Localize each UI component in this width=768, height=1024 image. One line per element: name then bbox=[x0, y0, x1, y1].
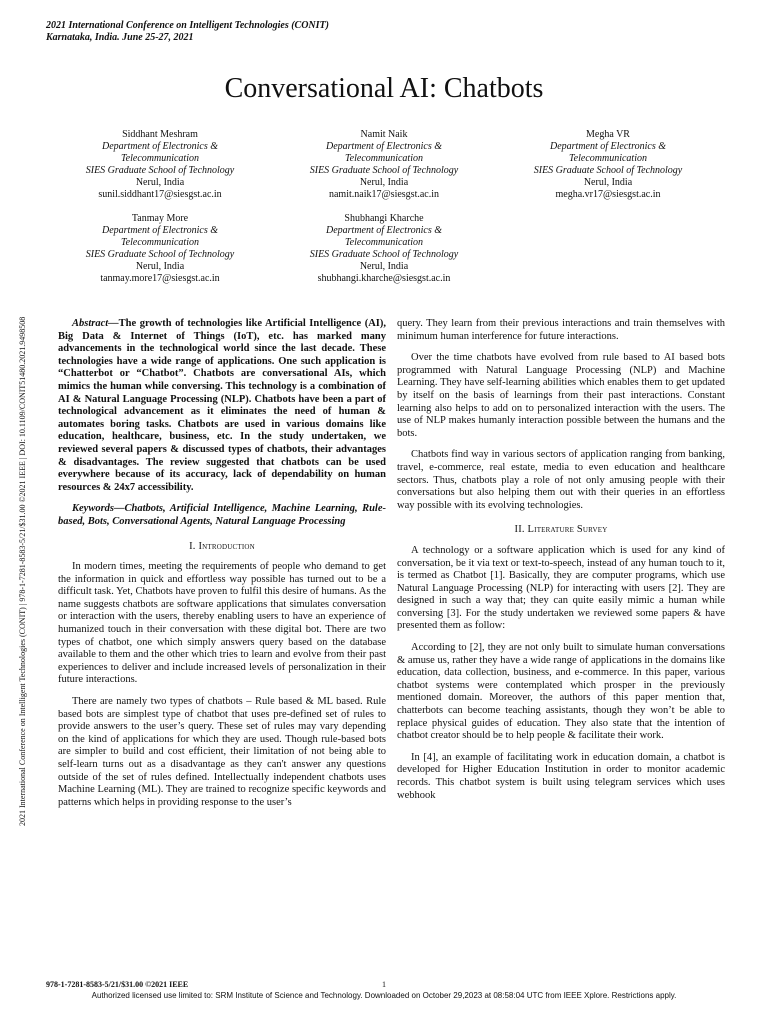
author-dept: Department of Electronics & bbox=[102, 225, 218, 236]
conference-name: 2021 International Conference on Intelligent Technologies (CONIT) bbox=[46, 20, 329, 31]
paragraph: Over the time chatbots have evolved from rule based to AI based bots programmed with Natural Language Processing (NLP) and Machine Learning. They have self-learning abilities which enables them to get updated by itself on the basis of learnings from their past interactions. Constant learning also helps to add on to personalized interaction with the users. The use of NLP makes humanly interaction possible between the humans and the bots. bbox=[397, 352, 725, 439]
paragraph: In modern times, meeting the requirements of people who demand to get the information in quick and effortless way possible has turned out to be a difficult task. Yet, Chatbots have proven to fulfil this desire of humans. As the name suggests chatbots are software applications that simulates conversation or interaction with the users, thereby enabling users to have an experience of humanized touch in their conversation with these digital bot. There are two types of chatbot, one which simply answers query based on the database available to them and the other which tries to learn and evolve from their past experiences to deliver and include increased levels of personalization in their future interactions. bbox=[58, 561, 386, 686]
paragraph: Chatbots find way in various sectors of application ranging from banking, travel, e-commerce, real estate, media to even education and healthcare sectors. Thus, chatbots play a role of not only amusing people with their conversations but also helping them out with their queries in an effortless way possible with its evolving technologies. bbox=[397, 449, 725, 511]
author-block bbox=[274, 213, 494, 285]
keywords bbox=[58, 503, 386, 528]
author-email: namit.naik17@siesgst.ac.in bbox=[328, 189, 440, 200]
section-heading: I. Introduction bbox=[189, 540, 255, 552]
abstract-label: Abstract— bbox=[72, 318, 119, 329]
author-city: Nerul, India bbox=[583, 177, 633, 188]
page-number: 1 bbox=[382, 980, 386, 989]
author-dept: Department of Electronics & bbox=[550, 141, 666, 152]
author-block bbox=[274, 129, 494, 201]
author-email: megha.vr17@siesgst.ac.in bbox=[555, 189, 661, 200]
author-city: Nerul, India bbox=[135, 177, 185, 188]
paragraph: There are namely two types of chatbots – Rule based & ML based. Rule based bots are simplest type of chatbot that uses pre-defined set of rules to provide answers to the user’s query. These set of rules may vary depending on the kind of applications for which they are used. Though rule-based bots are simpler to build and cost efficient, their limitation of not being able to self-learn turns out as a disadvantage as they can't answer any questions outside of the set of rules defined. Intellectually independent chatbots uses Machine Learning (ML). They are trained to recognize specific keywords and patterns which helps in providing response to the user’s bbox=[58, 696, 386, 808]
author-block bbox=[50, 129, 270, 201]
abstract-text: The growth of technologies like Artificial Intelligence (AI), Big Data & Internet of Things (IoT), etc. has marked many advancements in the technological world since the last decade. These technologies have a wide range of applications. One such application is “Chatterbot or “Chatbot”. Chatbots are conversational AIs, which mimics the human while conversing. This technology is a combination of AI & Natural Language Processing (NLP). Chatbots have been a part of technological advancement as it eliminates the need of human & automates boring tasks. Chatbots are used in various domains like education, healthcare, business, etc. In the study undertaken, we reviewed several papers & discussed types of chatbots, their advantages & disadvantages. The review suggested that chatbots can be used everywhere because of its accuracy, lack of dependability on human resources & 24x7 accessibility. bbox=[58, 318, 386, 493]
paragraph: query. They learn from their previous interactions and train themselves with minimum human interference for future interactions. bbox=[397, 318, 725, 342]
author-name: Siddhant Meshram bbox=[122, 129, 198, 140]
keywords-label: Keywords— bbox=[72, 503, 125, 515]
paragraph: A technology or a software application which is used for any kind of conversation, be it via text or text-to-speech, instead of any human touch to it, is termed as Chatbot [1]. Basically, they are computer programs, which use Natural Language Processing (NLP) for interacting with users [2]. They are designed in such a way that; they can quite easily mimic a human while conversing [3]. For the study undertaken we reviewed some papers & have presented them as follow: bbox=[397, 544, 725, 632]
footer-isbn: 978-1-7281-8583-5/21/$31.00 ©2021 IEEE bbox=[46, 980, 189, 989]
author-school: SIES Graduate School of Technology bbox=[309, 249, 459, 260]
sidebar-citation: 2021 International Conference on Intelligent Technologies (CONIT) | 978-1-7281-8583-5/21/$31.00 ©2021 IEEE | DOI: 10.1109/CONIT51480.2021.9498508 bbox=[18, 316, 27, 826]
author-email: shubhangi.kharche@siesgst.ac.in bbox=[317, 273, 451, 284]
side-margin-note bbox=[18, 316, 28, 826]
author-city: Nerul, India bbox=[135, 261, 185, 272]
author-school: SIES Graduate School of Technology bbox=[309, 165, 459, 176]
author-school: SIES Graduate School of Technology bbox=[533, 165, 683, 176]
conference-header bbox=[46, 20, 329, 44]
author-dept: Department of Electronics & bbox=[326, 141, 442, 152]
conference-location: Karnataka, India. June 25-27, 2021 bbox=[46, 32, 194, 43]
author-name: Megha VR bbox=[586, 129, 630, 140]
author-school: SIES Graduate School of Technology bbox=[85, 165, 235, 176]
section-heading: II. Literature Survey bbox=[514, 524, 608, 536]
paragraph: In [4], an example of facilitating work in education domain, a chatbot is developed for Higher Education Institution in order to monitor academic records. This chatbot system is built using telegram services which uses webhook bbox=[397, 751, 725, 801]
author-dept: Telecommunication bbox=[121, 153, 199, 164]
author-dept: Telecommunication bbox=[121, 237, 199, 248]
author-block bbox=[498, 129, 718, 201]
author-dept: Telecommunication bbox=[345, 237, 423, 248]
paper-title: Conversational AI: Chatbots bbox=[224, 73, 544, 104]
author-name: Namit Naik bbox=[360, 129, 408, 140]
left-column bbox=[58, 318, 386, 818]
author-email: sunil.siddhant17@siesgst.ac.in bbox=[98, 189, 222, 200]
author-city: Nerul, India bbox=[359, 177, 409, 188]
author-dept: Telecommunication bbox=[345, 153, 423, 164]
right-column bbox=[397, 318, 725, 811]
author-city: Nerul, India bbox=[359, 261, 409, 272]
abstract bbox=[58, 318, 386, 494]
author-dept: Department of Electronics & bbox=[326, 225, 442, 236]
paragraph: According to [2], they are not only built to simulate human conversations & amuse us, rather they have a wide range of applications in the domains like education, data collection, business, and e-commerce. In this paper, various chatbot systems were contemplated which prosper in the previously mentioned domain. Moreover, the authors of this paper mention that, chatterbots can become teaching assistants, though they won’t be able to replace physical guides of education. They also state that the intention of chatbot creator should be to help people & facilitate their work. bbox=[397, 642, 725, 742]
author-block bbox=[50, 213, 270, 285]
author-name: Shubhangi Kharche bbox=[344, 213, 424, 224]
author-email: tanmay.more17@siesgst.ac.in bbox=[100, 273, 220, 284]
author-dept: Department of Electronics & bbox=[102, 141, 218, 152]
author-school: SIES Graduate School of Technology bbox=[85, 249, 235, 260]
author-name: Tanmay More bbox=[131, 213, 189, 224]
keywords-text: Chatbots, Artificial Intelligence, Machine Learning, Rule-based, Bots, Conversational Agents, Natural Language Processing bbox=[58, 503, 386, 527]
author-dept: Telecommunication bbox=[569, 153, 647, 164]
license-notice: Authorized licensed use limited to: SRM Institute of Science and Technology. Downloaded on October 29,2023 at 08:58:04 UTC from IEEE Xplore. Restrictions apply. bbox=[91, 991, 677, 1000]
